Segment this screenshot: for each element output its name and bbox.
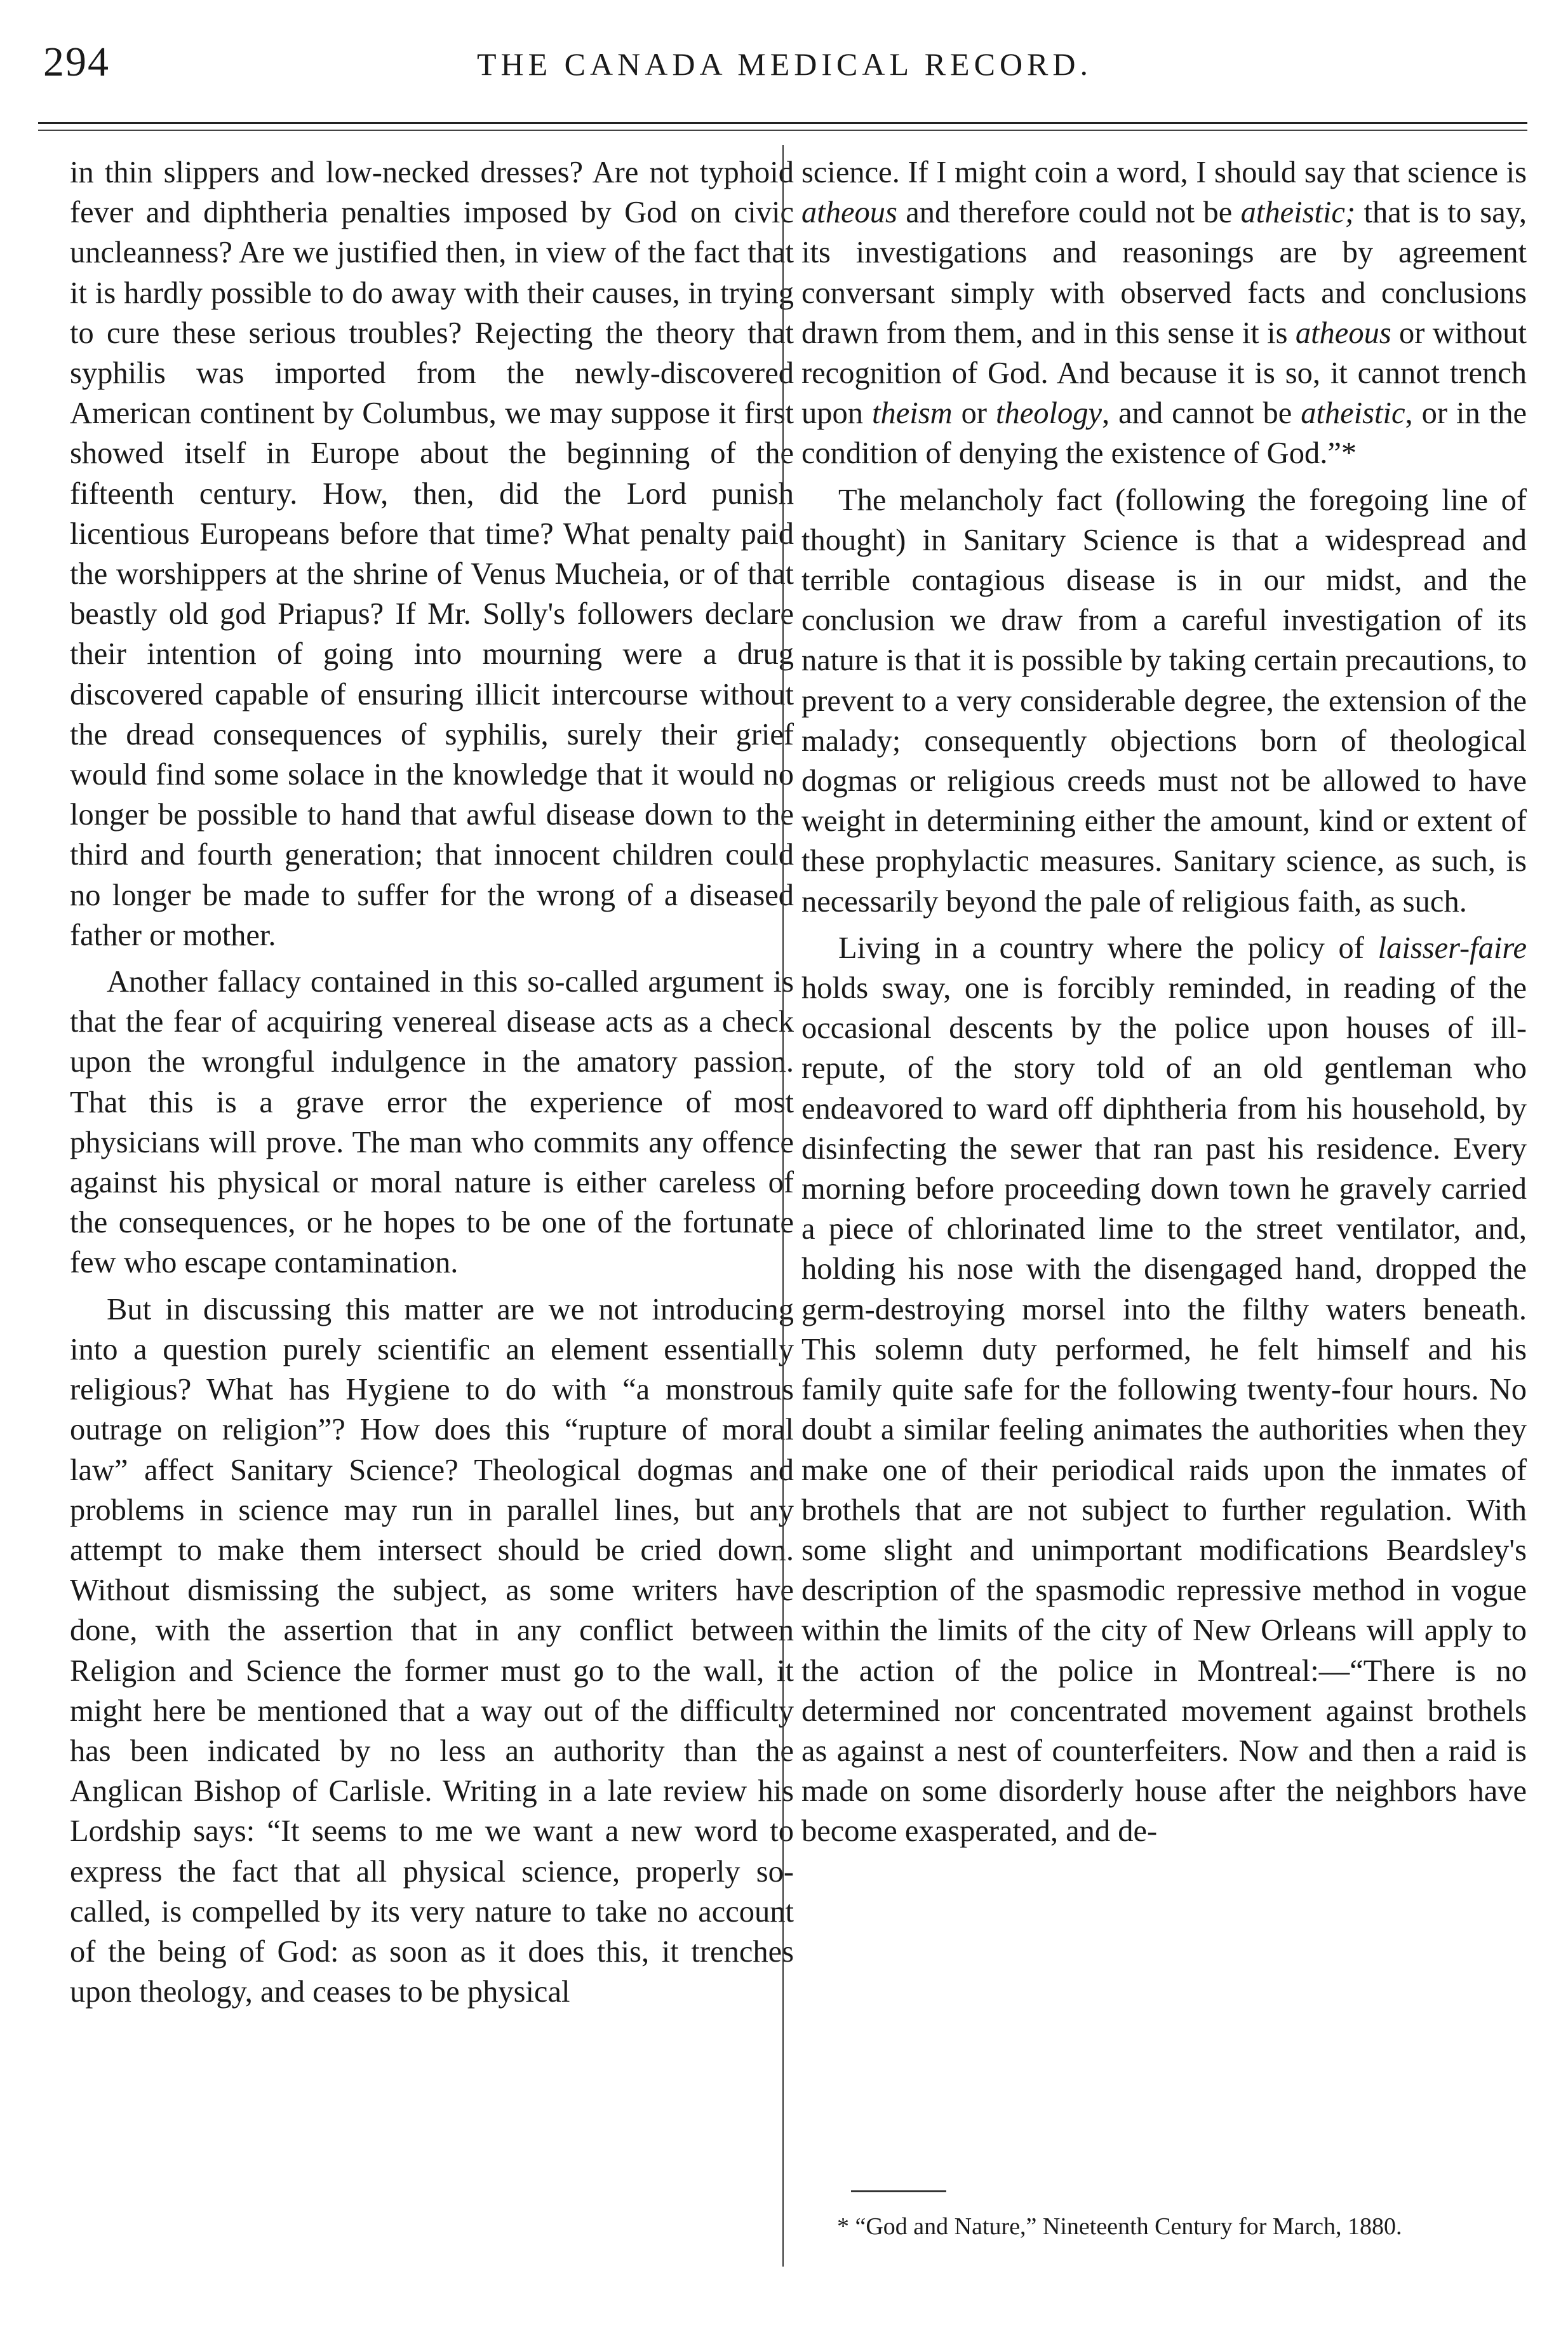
footnote: * “God and Nature,” Nineteenth Century for March, 1880. xyxy=(837,2213,1402,2240)
paragraph: Another fallacy contained in this so-called argument is that the fear of acquiring venereal disease acts as a check upon the wrongful indulgence in the amatory passion. That this is a grave error the experience of most physicians will prove. The man who commits any offence against his physical or moral nature is either careless of the consequences, or he hopes to be one of the fortunate few who escape contamination. xyxy=(70,965,794,1280)
header-rule-thin xyxy=(38,130,1527,131)
paragraph xyxy=(801,152,1527,474)
italic-term: atheistic; xyxy=(1240,196,1356,230)
page-number: 294 xyxy=(43,39,110,85)
text-run: or without recognition of God. And because it is so, it cannot trench upon xyxy=(801,316,1527,431)
text-run: that is to say, its investigations and reasonings are by agreement conversant simply with observed facts and conclusions drawn from them, and in this sense it is xyxy=(801,196,1527,350)
italic-term: atheous xyxy=(801,196,897,230)
text-run: and therefore could not be xyxy=(897,196,1241,230)
paragraph: The melancholy fact (following the foregoing line of thought) in Sanitary Science is that a widespread and terrible contagious disease is in our midst, and the conclusion we draw from a careful investigation of its nature is that it is possible by taking certain precautions, to prevent to a very considerable degree, the extension of the malady; consequently objections born of theological dogmas or religious creeds must not be allowed to have weight in determining either the amount, kind or extent of these prophylactic measures. Sanitary science, as such, is necessarily beyond the pale of religious faith, as such. xyxy=(801,483,1527,919)
text-run: , or in the condition of denying the existence of God.”* xyxy=(801,396,1527,471)
italic-term: laisser-faire xyxy=(1377,931,1527,965)
page-header xyxy=(43,33,1526,103)
running-head: THE CANADA MEDICAL RECORD. xyxy=(476,46,1093,82)
italic-term: atheous xyxy=(1295,316,1391,350)
text-run: Living in a country where the policy of xyxy=(838,931,1378,965)
column-divider xyxy=(782,145,784,2267)
footnote-rule xyxy=(851,2190,946,2192)
paragraph: But in discussing this matter are we not introducing into a question purely scientific an element essentially religious? What has Hygiene to do with “a monstrous outrage on religion”? How does this “rupture of moral law” affect Sanitary Science? Theological dogmas and problems in science may run in parallel lines, but any attempt to make them intersect should be cried down. Without dismissing the subject, as some writers have done, with the assertion that in any conflict between Religion and Science the former must go to the wall, it might here be mentioned that a way out of the difficulty has been indicated by no less an authority than the Anglican Bishop of Carlisle. Writing in a late review his Lordship says: “It seems to me we want a new word to express the fact that all physical science, properly so-called, is compelled by its very nature to take no account of the being of God: as soon as it does this, it trenches upon theology, and ceases to be physical xyxy=(70,1292,794,2009)
text-run: , and cannot be xyxy=(1102,396,1301,431)
header-rule xyxy=(38,122,1527,124)
italic-term: theology xyxy=(996,396,1102,431)
text-run: science. If I might coin a word, I should say that science is xyxy=(801,156,1527,189)
paragraph xyxy=(801,928,1527,1852)
right-column xyxy=(801,152,1527,1852)
text-run: or xyxy=(952,396,996,431)
text-run: holds sway, one is forcibly reminded, in reading of the occasional descents by the police upon houses of ill-repute, of the story told of an old gentleman who endeavored to ward off diphtheria from his household, by disinfecting the sewer that ran past his residence. Every morning before proceeding down town he gravely carried a piece of chlorinated lime to the street ventilator, and, holding his nose with the disengaged hand, dropped the germ-destroying morsel into the filthy waters beneath. This solemn duty performed, he felt himself and his family quite safe for the following twenty-four hours. No doubt a similar feeling animates the authorities when they make one of their periodical raids upon the inmates of brothels that are not subject to further regulation. With some slight and unimportant modifications Beardsley's description of the spasmodic repressive method in vogue within the limits of the city of New Orleans will apply to the action of the police in Montreal:—“There is no determined nor concentrated movement against brothels as against a nest of counterfeiters. Now and then a raid is made on some disorderly house after the neighbors have become exasperated, and de- xyxy=(801,971,1527,1849)
italic-term: theism xyxy=(872,396,953,431)
italic-term: atheistic xyxy=(1301,396,1405,431)
left-column xyxy=(70,152,794,2012)
paragraph: in thin slippers and low-necked dresses? Are not typhoid fever and diphtheria penalties imposed by God on civic uncleanness? Are we justified then, in view of the fact that it is hardly possible to do away with their causes, in trying to cure these serious troubles? Rejecting the theory that syphilis was imported from the newly-discovered American continent by Columbus, we may suppose it first showed itself in Europe about the beginning of the fifteenth century. How, then, did the Lord punish licentious Europeans before that time? What penalty paid the worshippers at the shrine of Venus Mucheia, or of that beastly old god Priapus? If Mr. Solly's followers declare their intention of going into mourning were a drug discovered capable of ensuring illicit intercourse without the dread consequences of syphilis, surely their grief would find some solace in the knowledge that it would no longer be possible to hand that awful disease down to the third and fourth generation; that innocent children could no longer be made to suffer for the wrong of a diseased father or mother. xyxy=(70,156,794,952)
